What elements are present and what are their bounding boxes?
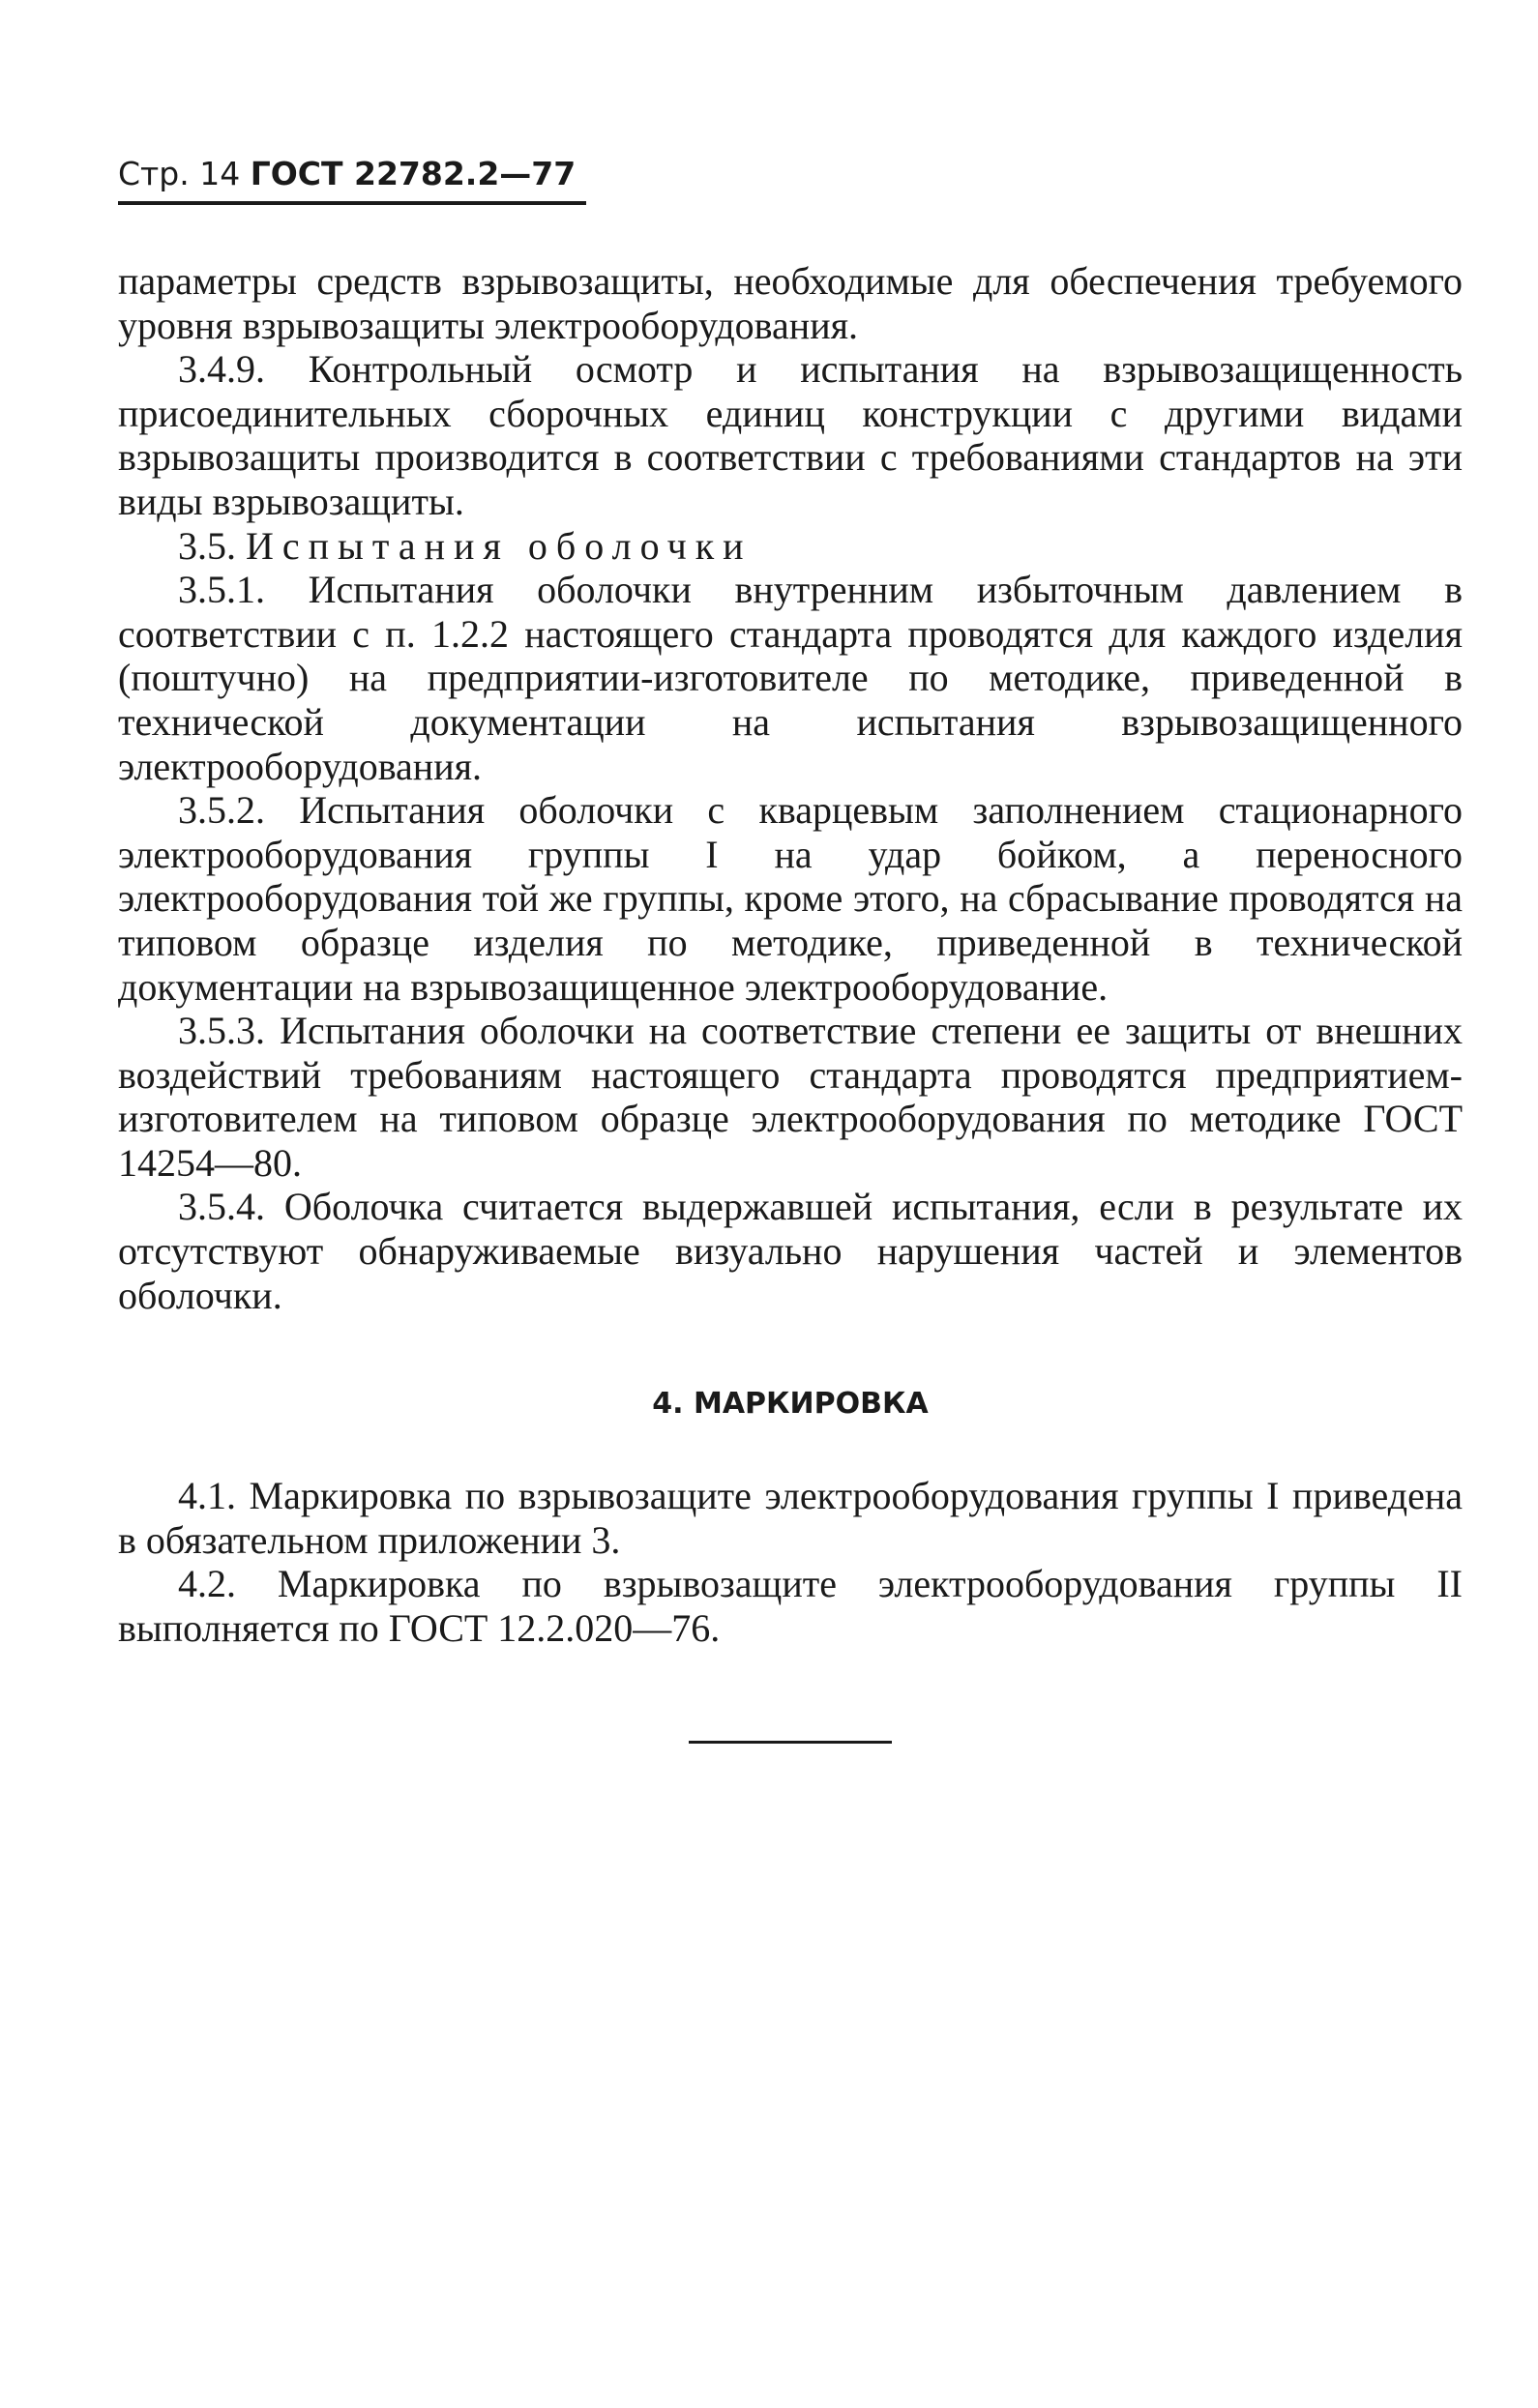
subsection-heading-3-5 <box>118 524 1463 569</box>
paragraph-4-1: 4.1. Маркировка по взрывозащите электрооборудования группы I приведена в обязательном приложении 3. <box>118 1474 1463 1562</box>
paragraph-3-5-3: 3.5.3. Испытания оболочки на соответствие степени ее защиты от внешних воздействий требованиям настоящего стандарта проводятся предприятием-изготовителем на типовом образце электрооборудования по методике ГОСТ 14254—80. <box>118 1009 1463 1185</box>
paragraph-continuation: параметры средств взрывозащиты, необходимые для обеспечения требуемого уровня взрывозащиты электрооборудования. <box>118 259 1463 347</box>
subsection-number: 3.5. <box>178 523 236 568</box>
standard-code: ГОСТ 22782.2—77 <box>250 155 577 192</box>
section-title-marking: 4. МАРКИРОВКА <box>652 1387 929 1422</box>
body-text <box>118 259 1463 1651</box>
paragraph-3-5-2: 3.5.2. Испытания оболочки с кварцевым заполнением стационарного электрооборудования группы I на удар бойком, а переносного электрооборудования той же группы, кроме этого, на сбрасывание проводятся на типовом образце изделия по методике, приведенной в технической документации на взрывозащищенное электрооборудование. <box>118 788 1463 1009</box>
running-header <box>118 155 576 193</box>
header-rule <box>118 201 586 205</box>
subsection-title: Испытания оболочки <box>246 523 753 568</box>
paragraph-3-5-1: 3.5.1. Испытания оболочки внутренним избыточным давлением в соответствии с п. 1.2.2 настоящего стандарта проводятся для каждого изделия (поштучно) на предприятии-изготовителе по методике, приведенной в технической документации на испытания взрывозащищенного электрооборудования. <box>118 568 1463 788</box>
page-number: Стр. 14 <box>118 155 241 192</box>
paragraph-3-5-4: 3.5.4. Оболочка считается выдержавшей испытания, если в результате их отсутствуют обнаруживаемые визуально нарушения частей и элементов оболочки. <box>118 1185 1463 1317</box>
end-rule <box>689 1741 892 1744</box>
paragraph-4-2: 4.2. Маркировка по взрывозащите электрооборудования группы II выполняется по ГОСТ 12.2.020—76. <box>118 1562 1463 1651</box>
paragraph-3-4-9: 3.4.9. Контрольный осмотр и испытания на взрывозащищенность присоединительных сборочных единиц конструкции с другими видами взрывозащиты производится в соответствии с требованиями стандартов на эти виды взрывозащиты. <box>118 347 1463 523</box>
